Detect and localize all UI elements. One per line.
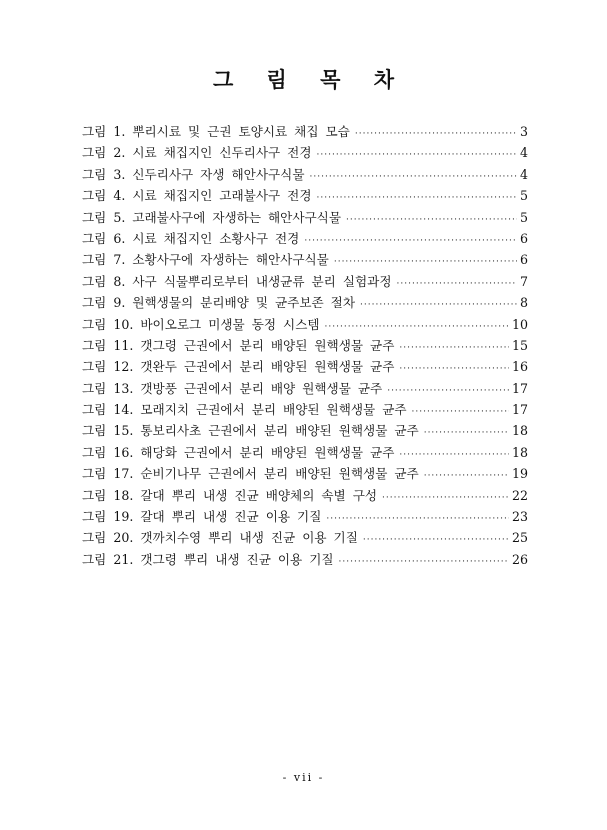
toc-entry-page: 19	[511, 466, 528, 482]
toc-entry-page: 26	[511, 551, 528, 567]
dot-leader	[334, 257, 517, 267]
toc-entry[interactable]	[82, 314, 528, 335]
toc-entry[interactable]	[82, 463, 528, 484]
toc-entry-label: 그림 19. 갈대 뿌리 내생 진균 이용 기질	[82, 509, 322, 525]
toc-entry-label: 그림 18. 갈대 뿌리 내생 진균 배양체의 속별 구성	[82, 487, 378, 503]
dot-leader	[325, 322, 509, 332]
dot-leader	[424, 428, 509, 438]
toc-entry-label: 그림 11. 갯그령 근권에서 분리 배양된 원핵생물 균주	[82, 337, 395, 353]
toc-entry[interactable]	[82, 142, 528, 163]
toc-entry[interactable]	[82, 271, 528, 292]
toc-entry-label: 그림 4. 시료 채집지인 고래불사구 전경	[82, 188, 312, 204]
dot-leader	[387, 386, 509, 396]
toc-entry-label: 그림 8. 사구 식물뿌리로부터 내생균류 분리 실험과정	[82, 273, 392, 289]
toc-entry-page: 18	[511, 423, 528, 439]
toc-entry[interactable]	[82, 228, 528, 249]
toc-entry-page: 4	[519, 145, 528, 161]
dot-leader	[382, 493, 509, 503]
toc-entry-label: 그림 9. 원핵생물의 분리배양 및 균주보존 절차	[82, 295, 356, 311]
page-title: 그 림 목 차	[212, 67, 408, 92]
dot-leader	[399, 364, 509, 374]
dot-leader	[399, 450, 509, 460]
toc-entry-page: 15	[511, 337, 528, 353]
toc-entry-page: 16	[511, 359, 528, 375]
dot-leader	[360, 300, 517, 310]
dot-leader	[363, 535, 509, 545]
toc-entry[interactable]	[82, 185, 528, 206]
toc-entry[interactable]	[82, 506, 528, 527]
dot-leader	[304, 236, 517, 246]
dot-leader	[310, 172, 517, 182]
toc-entry[interactable]	[82, 356, 528, 377]
toc-entry-label: 그림 1. 뿌리시료 및 근권 토양시료 채집 모습	[82, 124, 350, 139]
toc-entry[interactable]	[82, 249, 528, 270]
figure-list	[82, 121, 528, 570]
dot-leader	[355, 129, 517, 139]
toc-entry-page: 22	[511, 487, 528, 503]
dot-leader	[399, 343, 509, 353]
toc-entry-label: 그림 7. 소황사구에 자생하는 해안사구식물	[82, 252, 329, 268]
toc-entry-label: 그림 3. 신두리사구 자생 해안사구식물	[82, 166, 305, 182]
toc-entry-label: 그림 2. 시료 채집지인 신두리사구 전경	[82, 145, 312, 161]
toc-entry-page: 10	[511, 316, 528, 332]
dot-leader	[424, 471, 509, 481]
dot-leader	[317, 193, 517, 203]
toc-entry-label: 그림 10. 바이오로그 미생물 동정 시스템	[82, 316, 320, 332]
toc-entry-page: 5	[519, 188, 528, 204]
toc-entry[interactable]	[82, 442, 528, 463]
toc-entry-page: 3	[519, 124, 528, 139]
dot-leader	[346, 215, 517, 225]
toc-entry-label: 그림 14. 모래지치 근권에서 분리 배양된 원핵생물 균주	[82, 402, 407, 418]
toc-entry-label: 그림 20. 갯까치수영 뿌리 내생 진균 이용 기질	[82, 530, 358, 546]
toc-entry-label: 그림 16. 해당화 근권에서 분리 배양된 원핵생물 균주	[82, 444, 395, 460]
toc-entry-page: 17	[511, 380, 528, 396]
toc-entry-page: 17	[511, 402, 528, 418]
toc-entry-page: 6	[519, 230, 528, 246]
toc-entry-page: 4	[519, 166, 528, 182]
page-number-footer: - vii -	[282, 771, 325, 784]
toc-entry-page: 7	[519, 273, 528, 289]
toc-entry[interactable]	[82, 335, 528, 356]
toc-entry[interactable]	[82, 420, 528, 441]
toc-entry-label: 그림 17. 순비기나무 근권에서 분리 배양된 원핵생물 균주	[82, 466, 419, 482]
toc-entry-label: 그림 6. 시료 채집지인 소황사구 전경	[82, 230, 300, 246]
toc-entry[interactable]	[82, 399, 528, 420]
dot-leader	[339, 557, 509, 567]
toc-entry-page: 25	[511, 530, 528, 546]
dot-leader	[317, 150, 517, 160]
toc-entry-page: 6	[519, 252, 528, 268]
toc-entry-label: 그림 15. 통보리사초 근권에서 분리 배양된 원핵생물 균주	[82, 423, 419, 439]
toc-entry[interactable]	[82, 485, 528, 506]
toc-entry-page: 5	[519, 209, 528, 225]
toc-entry-page: 8	[519, 295, 528, 311]
toc-entry-label: 그림 21. 갯그령 뿌리 내생 진균 이용 기질	[82, 551, 334, 567]
toc-entry[interactable]	[82, 292, 528, 313]
toc-entry[interactable]	[82, 378, 528, 399]
toc-entry-label: 그림 5. 고래불사구에 자생하는 해안사구식물	[82, 209, 342, 225]
toc-entry[interactable]	[82, 121, 528, 142]
toc-entry[interactable]	[82, 164, 528, 185]
toc-entry[interactable]	[82, 549, 528, 570]
toc-entry[interactable]	[82, 207, 528, 228]
dot-leader	[326, 514, 509, 524]
toc-entry[interactable]	[82, 527, 528, 548]
dot-leader	[412, 407, 509, 417]
dot-leader	[397, 279, 517, 289]
toc-entry-page: 23	[511, 509, 528, 525]
toc-entry-label: 그림 12. 갯완두 근권에서 분리 배양된 원핵생물 균주	[82, 359, 395, 375]
toc-entry-page: 18	[511, 444, 528, 460]
toc-entry-label: 그림 13. 갯방풍 근권에서 분리 배양 원핵생물 균주	[82, 380, 383, 396]
